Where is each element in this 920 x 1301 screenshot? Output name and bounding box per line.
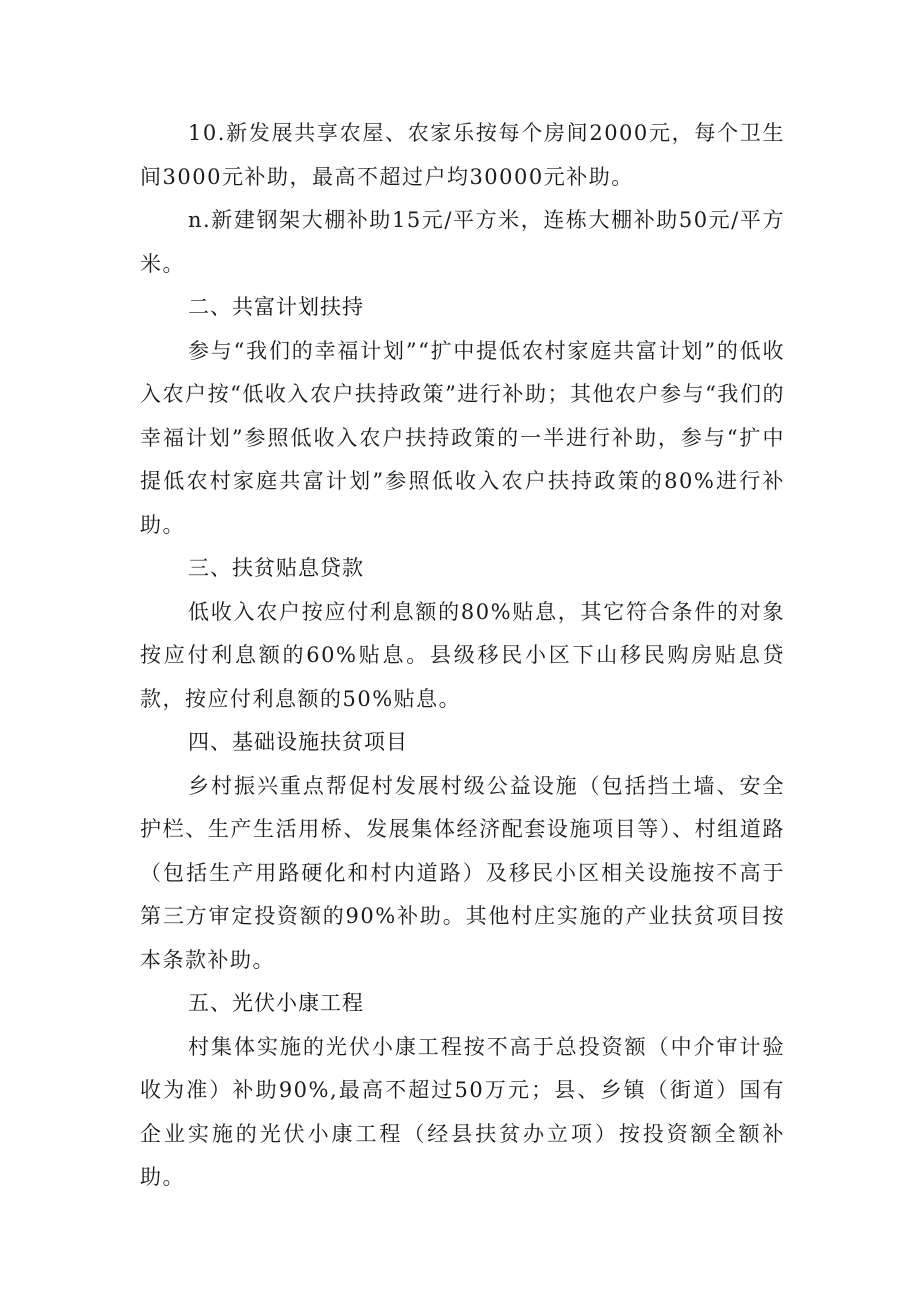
section-infrastructure bbox=[140, 721, 785, 982]
section-photovoltaic bbox=[140, 982, 785, 1200]
section-body: 参与“我们的幸福计划”“扩中提低农村家庭共富计划”的低收入农户按“低收入农户扶持政策”进行补助；其他农户参与“我们的幸福计划”参照低收入农户扶持政策的一半进行补助，参与“扩中提低农村家庭共富计划”参照低收入农户扶持政策的80%进行补助。 bbox=[140, 338, 785, 537]
section-body: 乡村振兴重点帮促村发展村级公益设施（包括挡土墙、安全护栏、生产生活用桥、发展集体经济配套设施项目等）、村组道路（包括生产用路硬化和村内道路）及移民小区相关设施按不高于第三方审定投资额的90%补助。其他村庄实施的产业扶贫项目按本条款补助。 bbox=[140, 773, 785, 972]
section-heading: 三、扶贫贴息贷款 bbox=[188, 556, 364, 580]
document-page bbox=[140, 112, 785, 1200]
paragraph-item-11: n.新建钢架大棚补助15元/平方米，连栋大棚补助50元/平方米。 bbox=[140, 208, 785, 276]
section-heading: 四、基础设施扶贫项目 bbox=[188, 730, 408, 754]
section-interest-subsidy bbox=[140, 547, 785, 721]
section-body: 低收入农户按应付利息额的80%贴息，其它符合条件的对象按应付利息额的60%贴息。县级移民小区下山移民购房贴息贷款，按应付利息额的50%贴息。 bbox=[140, 599, 785, 711]
section-heading: 二、共富计划扶持 bbox=[188, 295, 364, 319]
paragraph-item-10: 10.新发展共享农屋、农家乐按每个房间2000元，每个卫生间3000元补助，最高不超过户均30000元补助。 bbox=[140, 121, 785, 189]
section-co-prosperity bbox=[140, 286, 785, 547]
section-body: 村集体实施的光伏小康工程按不高于总投资额（中介审计验收为准）补助90%,最高不超过50万元；县、乡镇（街道）国有企业实施的光伏小康工程（经县扶贫办立项）按投资额全额补助。 bbox=[140, 1034, 785, 1189]
section-heading: 五、光伏小康工程 bbox=[188, 991, 364, 1015]
